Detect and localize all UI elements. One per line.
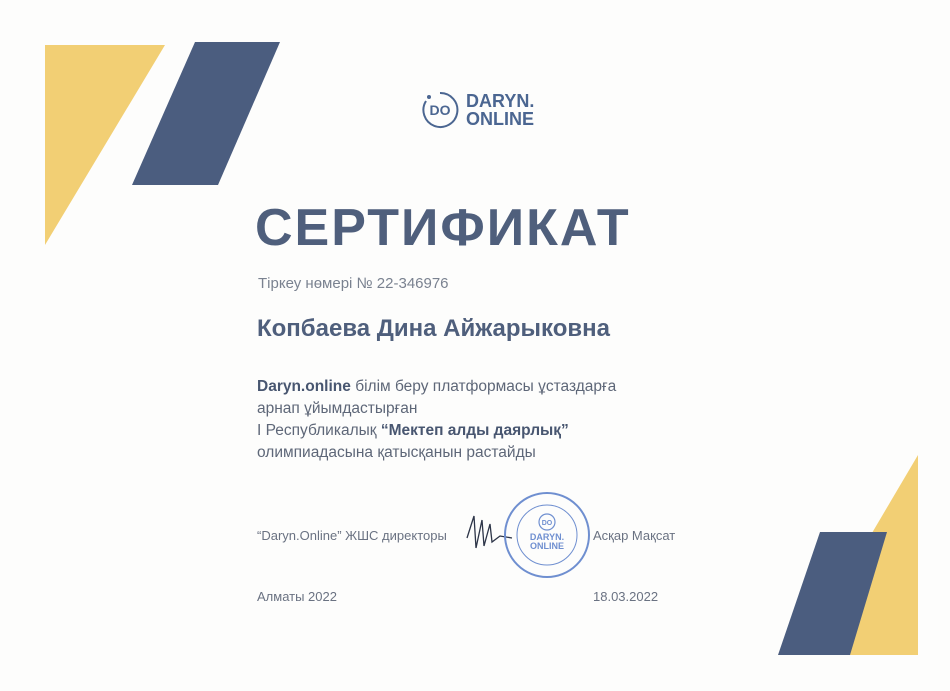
platform-name: Daryn.online (257, 378, 351, 395)
body-line-1-rest: білім беру платформасы ұстаздарға (350, 378, 617, 395)
issue-city-year: Алматы 2022 (257, 589, 337, 604)
stamp-line-1: DARYN. (529, 532, 565, 542)
body-line-1 (257, 376, 616, 398)
stamp-line-2: ONLINE (529, 541, 565, 551)
stamp-mark: DO (541, 520, 553, 527)
logo-line-1: DARYN. (466, 91, 535, 111)
body-line-3-start: І Республикалық (257, 422, 381, 439)
certificate-title: СЕРТИФИКАТ (255, 199, 631, 257)
signatory-name: Асқар Мақсат (593, 528, 676, 543)
logo-line-2: ONLINE (466, 109, 535, 129)
brand-logo (420, 90, 534, 130)
registration-number: Тіркеу нөмері № 22-346976 (258, 275, 449, 292)
issue-date: 18.03.2022 (593, 589, 659, 604)
logo-wordmark (466, 92, 534, 128)
official-stamp (502, 490, 592, 585)
gold-stripe-top-left (45, 45, 165, 245)
body-line-2: арнап ұйымдастырған (257, 400, 418, 417)
logo-mark-icon (420, 90, 460, 130)
olympiad-name: “Мектеп алды даярлық” (380, 422, 569, 439)
signature-label: “Daryn.Online” ЖШС директоры (257, 528, 447, 543)
body-line-3 (257, 420, 616, 442)
navy-stripe-top-left (132, 42, 280, 185)
logo-mark-text: DO (429, 102, 451, 118)
body-line-4: олимпиадасына қатысқанын растайды (257, 444, 536, 461)
certificate-body (257, 376, 616, 464)
recipient-name: Копбаева Дина Айжарыковна (257, 315, 610, 342)
